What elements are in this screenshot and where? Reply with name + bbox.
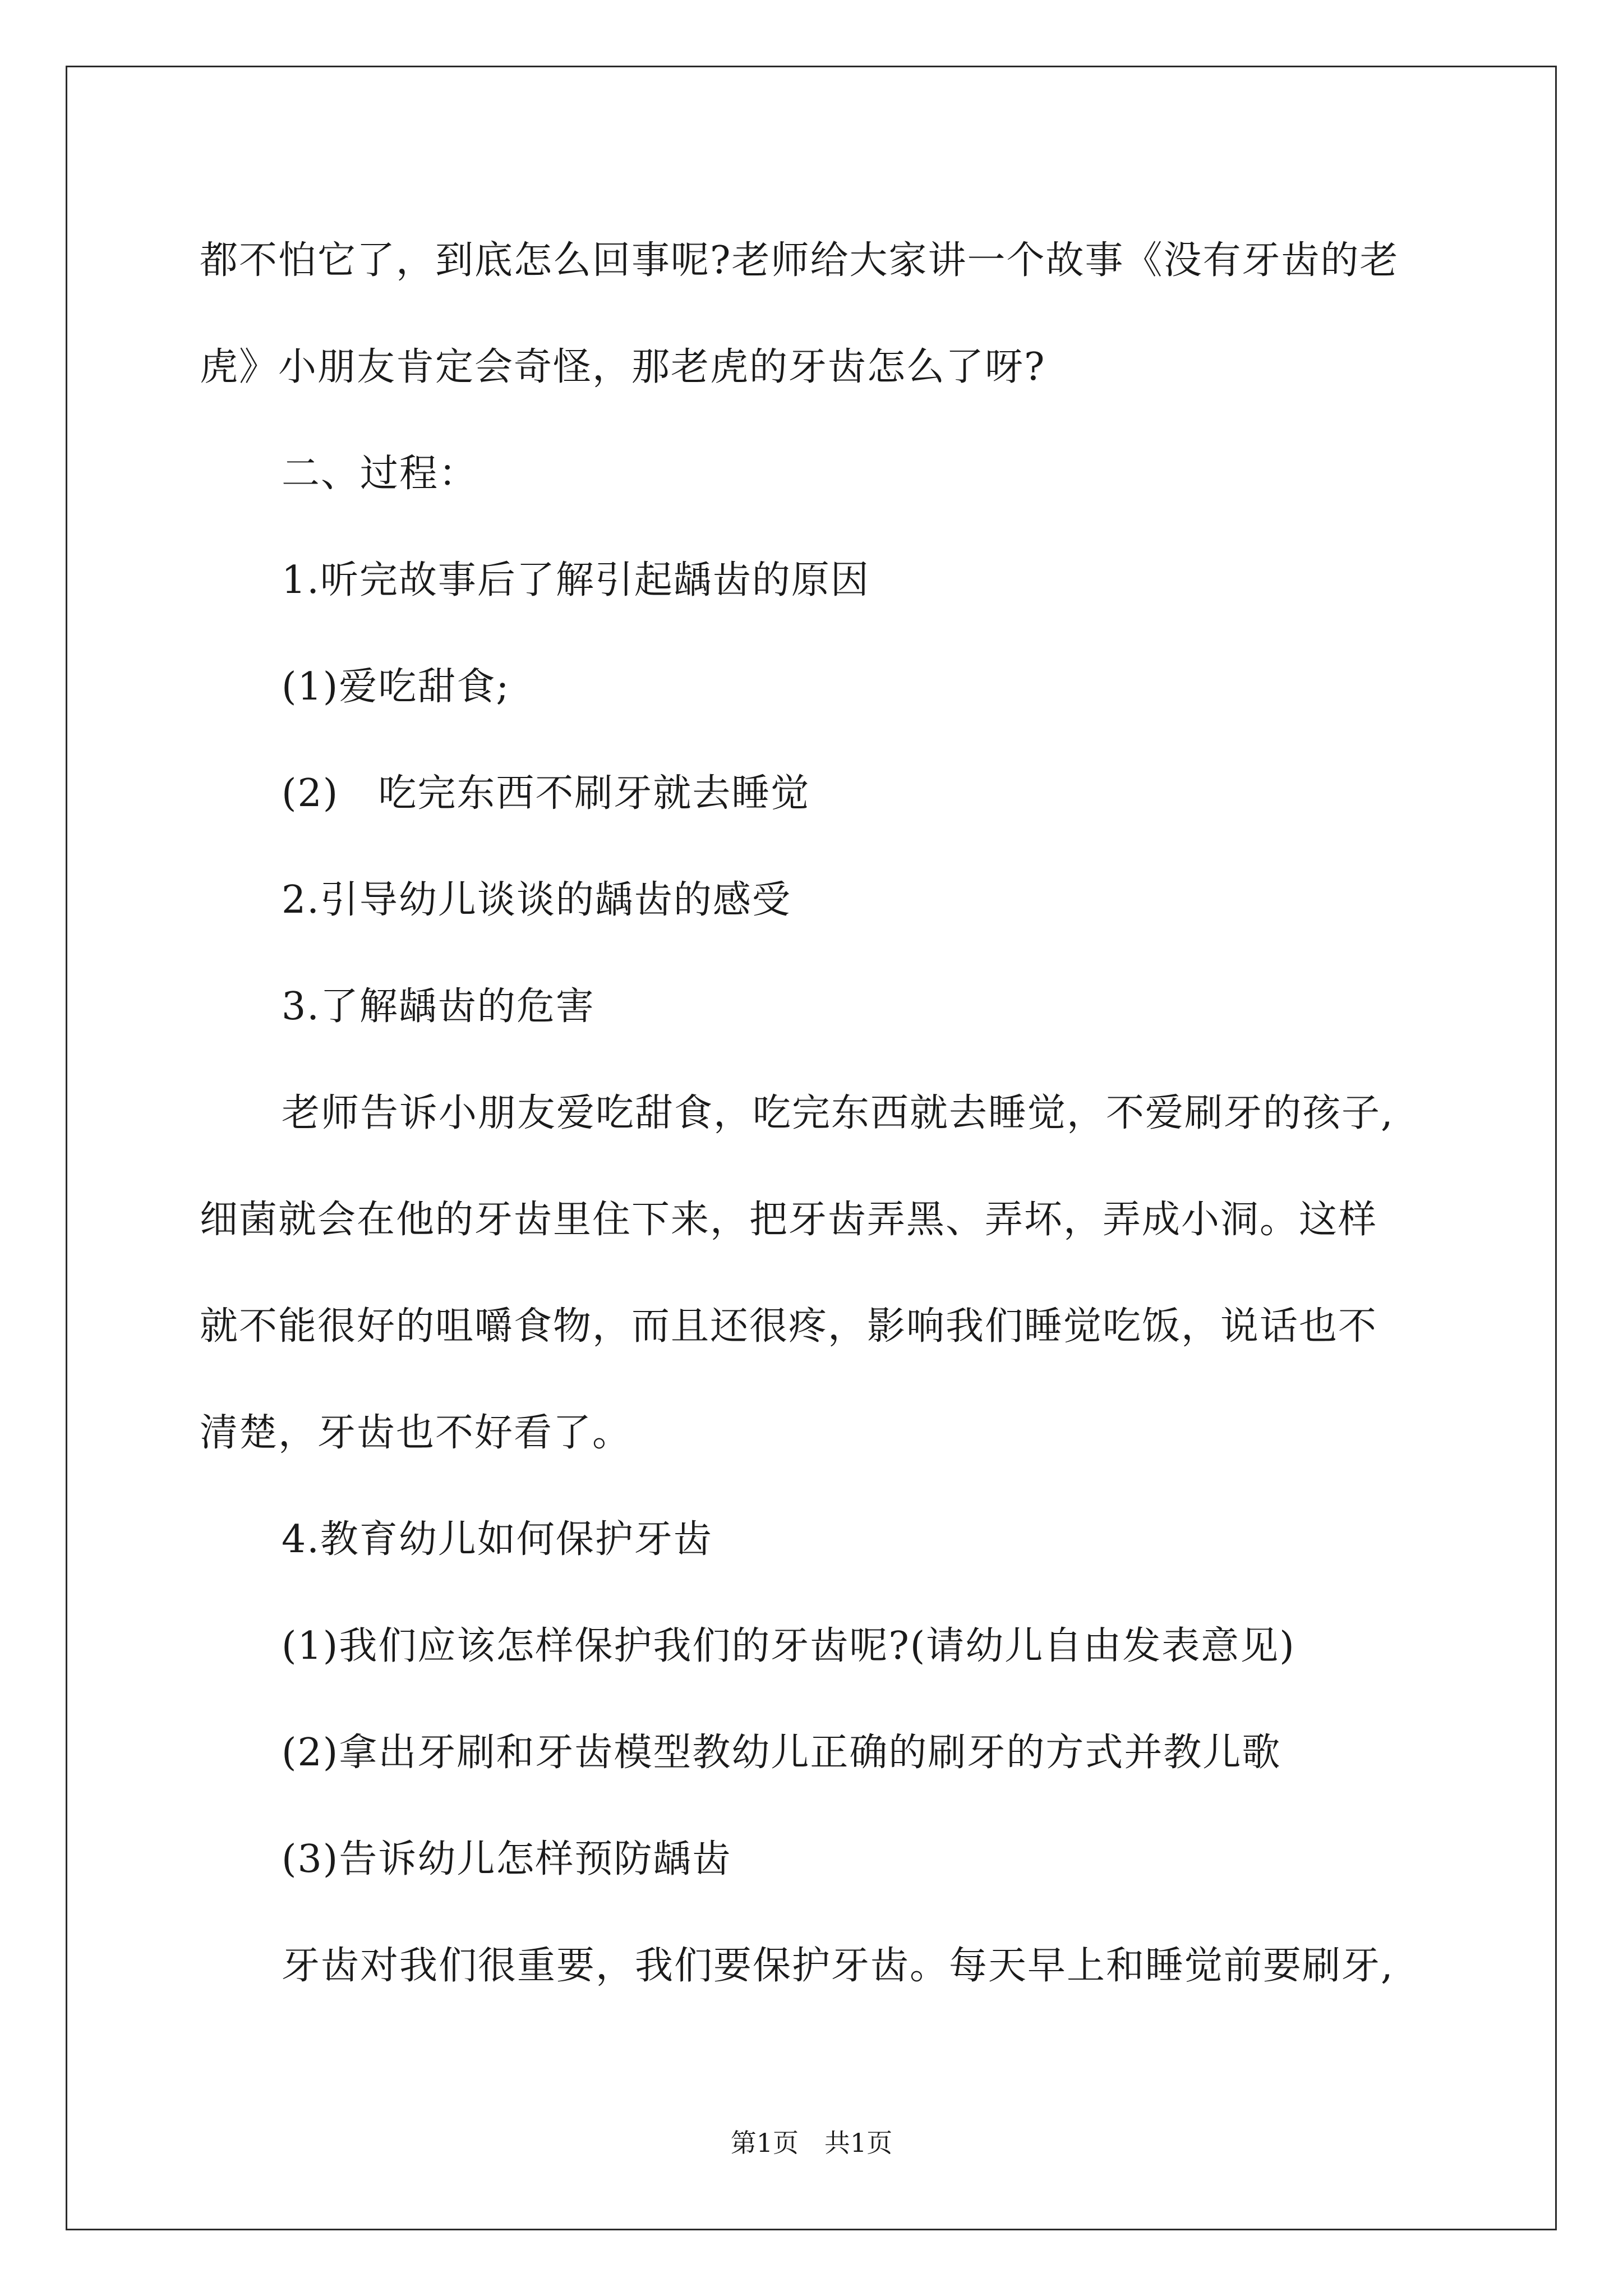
paragraph-line: 都不怕它了，到底怎么回事呢?老师给大家讲一个故事《没有牙齿的老 bbox=[200, 238, 1399, 283]
list-item: (2) 吃完东西不刷牙就去睡觉 bbox=[282, 771, 810, 816]
paragraph-line: 牙齿对我们很重要，我们要保护牙齿。每天早上和睡觉前要刷牙, bbox=[282, 1944, 1394, 1988]
document-body bbox=[200, 208, 1450, 2019]
paragraph-line: 虎》小朋友肯定会奇怪，那老虎的牙齿怎么了呀? bbox=[200, 345, 1046, 389]
paragraph-line: 细菌就会在他的牙齿里住下来，把牙齿弄黑、弄坏，弄成小洞。这样 bbox=[200, 1198, 1378, 1242]
list-item: 3.了解龋齿的危害 bbox=[282, 984, 595, 1029]
list-item: (1)我们应该怎样保护我们的牙齿呢?(请幼儿自由发表意见) bbox=[282, 1624, 1295, 1668]
section-heading: 二、过程： bbox=[282, 452, 478, 496]
list-item: 1.听完故事后了解引起龋齿的原因 bbox=[282, 558, 870, 602]
page-number-footer: 第1页 共1页 bbox=[730, 2128, 893, 2158]
paragraph-line: 老师告诉小朋友爱吃甜食，吃完东西就去睡觉，不爱刷牙的孩子, bbox=[282, 1091, 1394, 1135]
list-item: (1)爱吃甜食; bbox=[282, 665, 510, 709]
list-item: 4.教育幼儿如何保护牙齿 bbox=[282, 1517, 713, 1562]
list-item: 2.引导幼儿谈谈的龋齿的感受 bbox=[282, 878, 791, 922]
list-item: (2)拿出牙刷和牙齿模型教幼儿正确的刷牙的方式并教儿歌 bbox=[282, 1731, 1281, 1775]
paragraph-line: 清楚，牙齿也不好看了。 bbox=[200, 1411, 632, 1455]
paragraph-line: 就不能很好的咀嚼食物，而且还很疼，影响我们睡觉吃饭，说话也不 bbox=[200, 1304, 1378, 1349]
list-item: (3)告诉幼儿怎样预防龋齿 bbox=[282, 1837, 732, 1881]
